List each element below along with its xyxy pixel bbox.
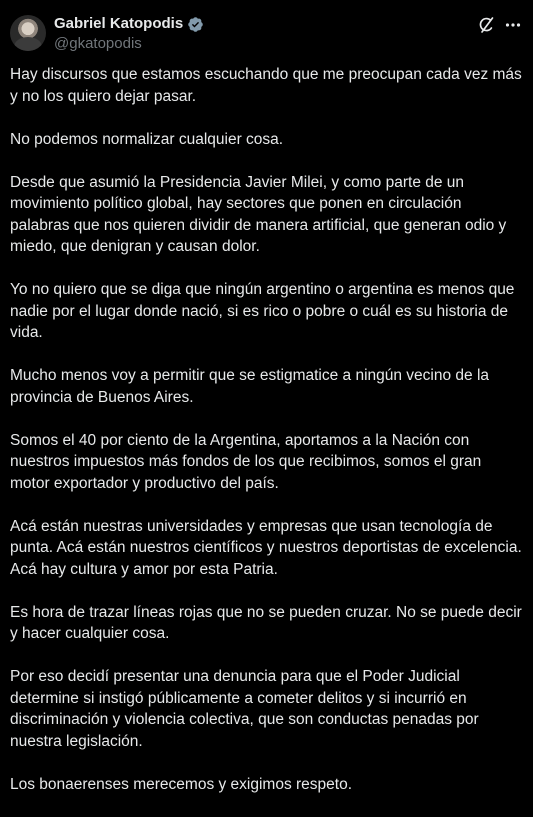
author-name-row <box>54 15 204 33</box>
post-header <box>0 0 533 56</box>
post-paragraph: Mucho menos voy a permitir que se estigmatice a ningún vecino de la provincia de Buenos Aires. <box>10 367 490 406</box>
verified-badge-icon <box>187 16 204 33</box>
post-paragraph: Yo no quiero que se diga que ningún argentino o argentina es menos que nadie por el lugar donde nació, si es rico o pobre o cuál es su historia de vida. <box>10 281 515 341</box>
post-paragraph: Por eso decidí presentar una denuncia para que el Poder Judicial determine si instigó públicamente a cometer delitos y si incurrió en discriminación y violencia colectiva, que son conductas penadas por nuestra legislación. <box>10 668 479 750</box>
post-paragraph: No podemos normalizar cualquier cosa. <box>10 130 284 148</box>
post-paragraph: Acá están nuestras universidades y empresas que usan tecnología de punta. Acá están nuestros científicos y nuestros deportistas de excelencia. Acá hay cultura y amor por esta Patria. <box>10 517 522 578</box>
author-display-name[interactable]: Gabriel Katopodis <box>54 15 184 32</box>
more-options-icon[interactable] <box>503 15 523 35</box>
author-avatar[interactable] <box>10 15 46 51</box>
post-paragraph: Somos el 40 por ciento de la Argentina, aportamos a la Nación con nuestros impuestos más fondos de los que recibimos, somos el gran motor exportador y productivo del país. <box>10 431 482 492</box>
post-paragraph: Los bonaerenses merecemos y exigimos respeto. <box>10 775 353 793</box>
post-paragraph: Hay discursos que estamos escuchando que me preocupan cada vez más y no los quiero dejar pasar. <box>10 66 522 105</box>
author-handle[interactable]: @gkatopodis <box>54 35 142 52</box>
grok-icon[interactable] <box>476 15 496 35</box>
post-paragraph: Es hora de trazar líneas rojas que no se pueden cruzar. No se puede decir y hacer cualquier cosa. <box>10 603 522 642</box>
post-paragraph: Desde que asumió la Presidencia Javier Milei, y como parte de un movimiento político global, hay sectores que ponen en circulación palabras que nos quieren dividir de manera artificial, que generan odio y miedo, que denigran y causan dolor. <box>10 173 507 255</box>
post-text <box>10 64 523 817</box>
